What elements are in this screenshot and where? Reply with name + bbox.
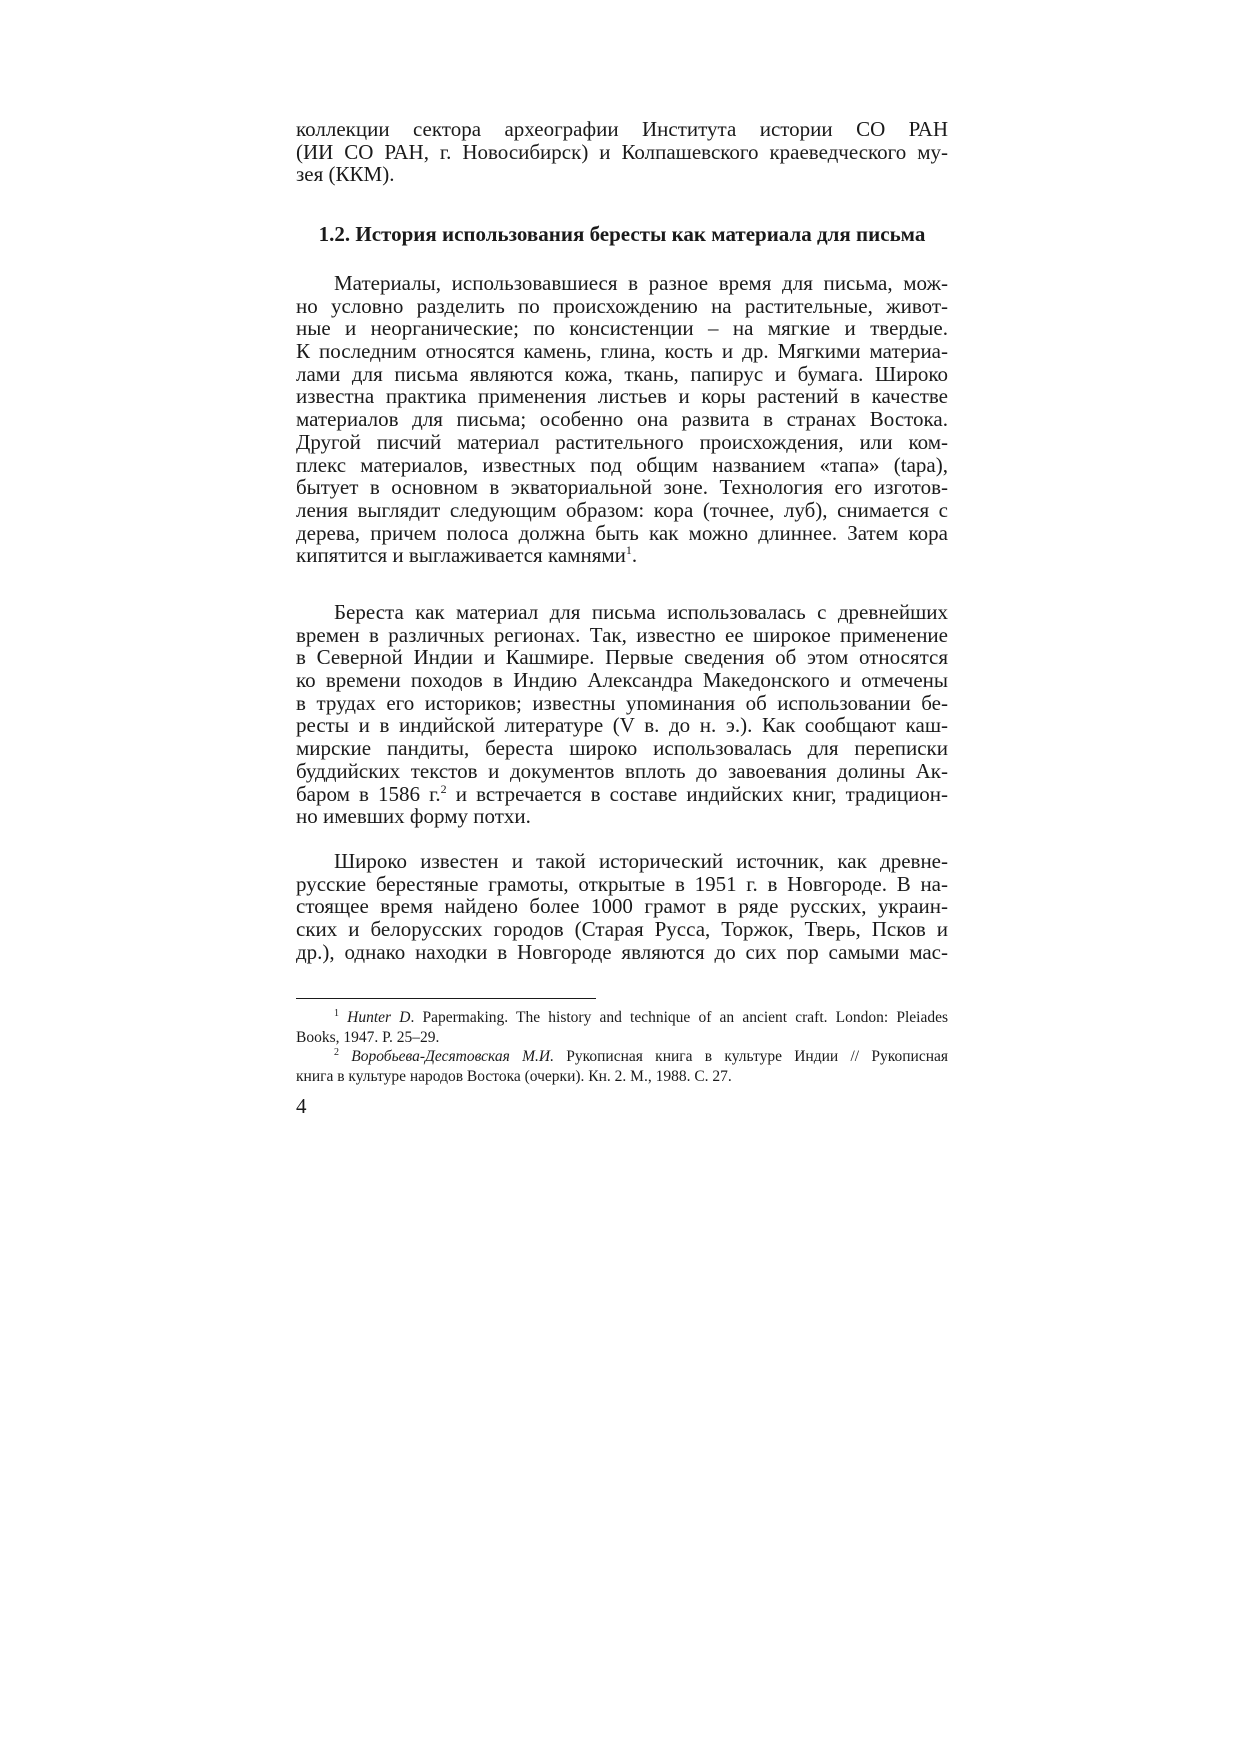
footnote-ref-1[interactable]: 1 — [625, 543, 632, 558]
page-number: 4 — [296, 1094, 307, 1118]
text-line: буддийских текстов и документов вплоть до завоевания долины Ак- — [296, 758, 948, 783]
footnote-1 — [296, 1008, 948, 1028]
footnote-2-continued: книга в культуре народов Востока (очерки). Кн. 2. М., 1988. С. 27. — [296, 1067, 732, 1085]
paragraph-2 — [296, 601, 948, 828]
text-line: в Северной Индии и Кашмире. Первые сведения об этом относятся — [296, 645, 948, 670]
text-line: известна практика применения листьев и коры растений в качестве — [296, 384, 948, 409]
footnote-mark: 2 — [334, 1046, 339, 1058]
footnote-text: Рукописная книга в культуре Индии // Рукописная — [553, 1048, 948, 1065]
text-line: К последним относятся камень, глина, кость и др. Мягкими материа- — [296, 339, 948, 364]
text-line: Широко известен и такой исторический источник, как древне- — [334, 849, 948, 873]
text-line: дерева, причем полоса должна быть как можно длиннее. Затем кора — [296, 520, 948, 545]
footnotes — [296, 1008, 948, 1086]
footnote-author: Воробьева-Десятовская М.И. — [351, 1048, 554, 1065]
text-line — [296, 783, 948, 806]
text-line: мирские пандиты, береста широко использовалась для переписки — [296, 736, 948, 761]
section-heading: 1.2. История использования бересты как материала для письма — [318, 222, 926, 246]
text-line: стоящее время найдено более 1000 грамот в ряде русских, украин- — [296, 894, 948, 919]
text-line: но имевших форму потхи. — [296, 804, 531, 829]
text-line: времен в различных регионах. Так, известно ее широкое применение — [296, 622, 948, 647]
text-line: Материалы, использовавшиеся в разное время для письма, мож- — [334, 271, 948, 295]
text-line: материалов для письма; особенно она развита в странах Востока. — [296, 407, 948, 432]
text-line: ные и неорганические; по консистенции – на мягкие и твердые. — [296, 316, 948, 341]
intro-paragraph — [296, 118, 948, 186]
text-line: ресты и в индийской литературе (V в. до н. э.). Как сообщают каш- — [296, 713, 948, 738]
text-line: др.), однако находки в Новгороде являются до сих пор самыми мас- — [296, 939, 948, 964]
paragraph-3 — [296, 850, 948, 963]
text-line: ко времени походов в Индию Александра Македонского и отмечены — [296, 668, 948, 693]
text-fragment: и встречается в составе индийских книг, традицион- — [446, 781, 949, 806]
text-line: ских и белорусских городов (Старая Русса, Торжок, Тверь, Псков и — [296, 917, 948, 942]
text-fragment: баром в 1586 г. — [296, 781, 441, 806]
text-line: Береста как материал для письма использовалась с древнейших — [334, 600, 948, 624]
text-line: зея (ККМ). — [296, 162, 395, 187]
footnote-2 — [296, 1047, 948, 1067]
text-line — [296, 544, 948, 567]
footnote-author: Hunter D — [347, 1009, 411, 1026]
text-line: бытует в основном в экваториальной зоне. Технология его изготов- — [296, 475, 948, 500]
footnote-text: . Papermaking. The history and technique of an ancient craft. London: Pleiades — [410, 1009, 949, 1026]
text-line: русские берестяные грамоты, открытые в 1951 г. в Новгороде. В на- — [296, 871, 948, 896]
text-line: но условно разделить по происхождению на растительные, живот- — [296, 293, 948, 318]
text-line: в трудах его историков; известны упоминания об использовании бе- — [296, 690, 948, 715]
text-line: плекс материалов, известных под общим названием «тапа» (tapa), — [296, 452, 948, 477]
footnote-ref-2[interactable]: 2 — [440, 781, 447, 796]
footnote-mark: 1 — [334, 1007, 339, 1019]
paragraph-1 — [296, 272, 948, 567]
text-line: (ИИ СО РАН, г. Новосибирск) и Колпашевского краеведческого му- — [296, 139, 948, 164]
text-fragment: кипятится и выглаживается камнями — [296, 543, 626, 568]
text-line: коллекции сектора археографии Института истории СО РАН — [296, 117, 948, 141]
text-line: Другой писчий материал растительного происхождения, или ком- — [296, 429, 948, 454]
text-fragment: . — [631, 543, 638, 568]
text-line: лами для письма являются кожа, ткань, папирус и бумага. Широко — [296, 361, 948, 386]
footnote-divider — [296, 998, 596, 999]
text-line: ления выглядит следующим образом: кора (точнее, луб), снимается с — [296, 497, 948, 522]
footnote-1-continued: Books, 1947. P. 25–29. — [296, 1028, 440, 1046]
